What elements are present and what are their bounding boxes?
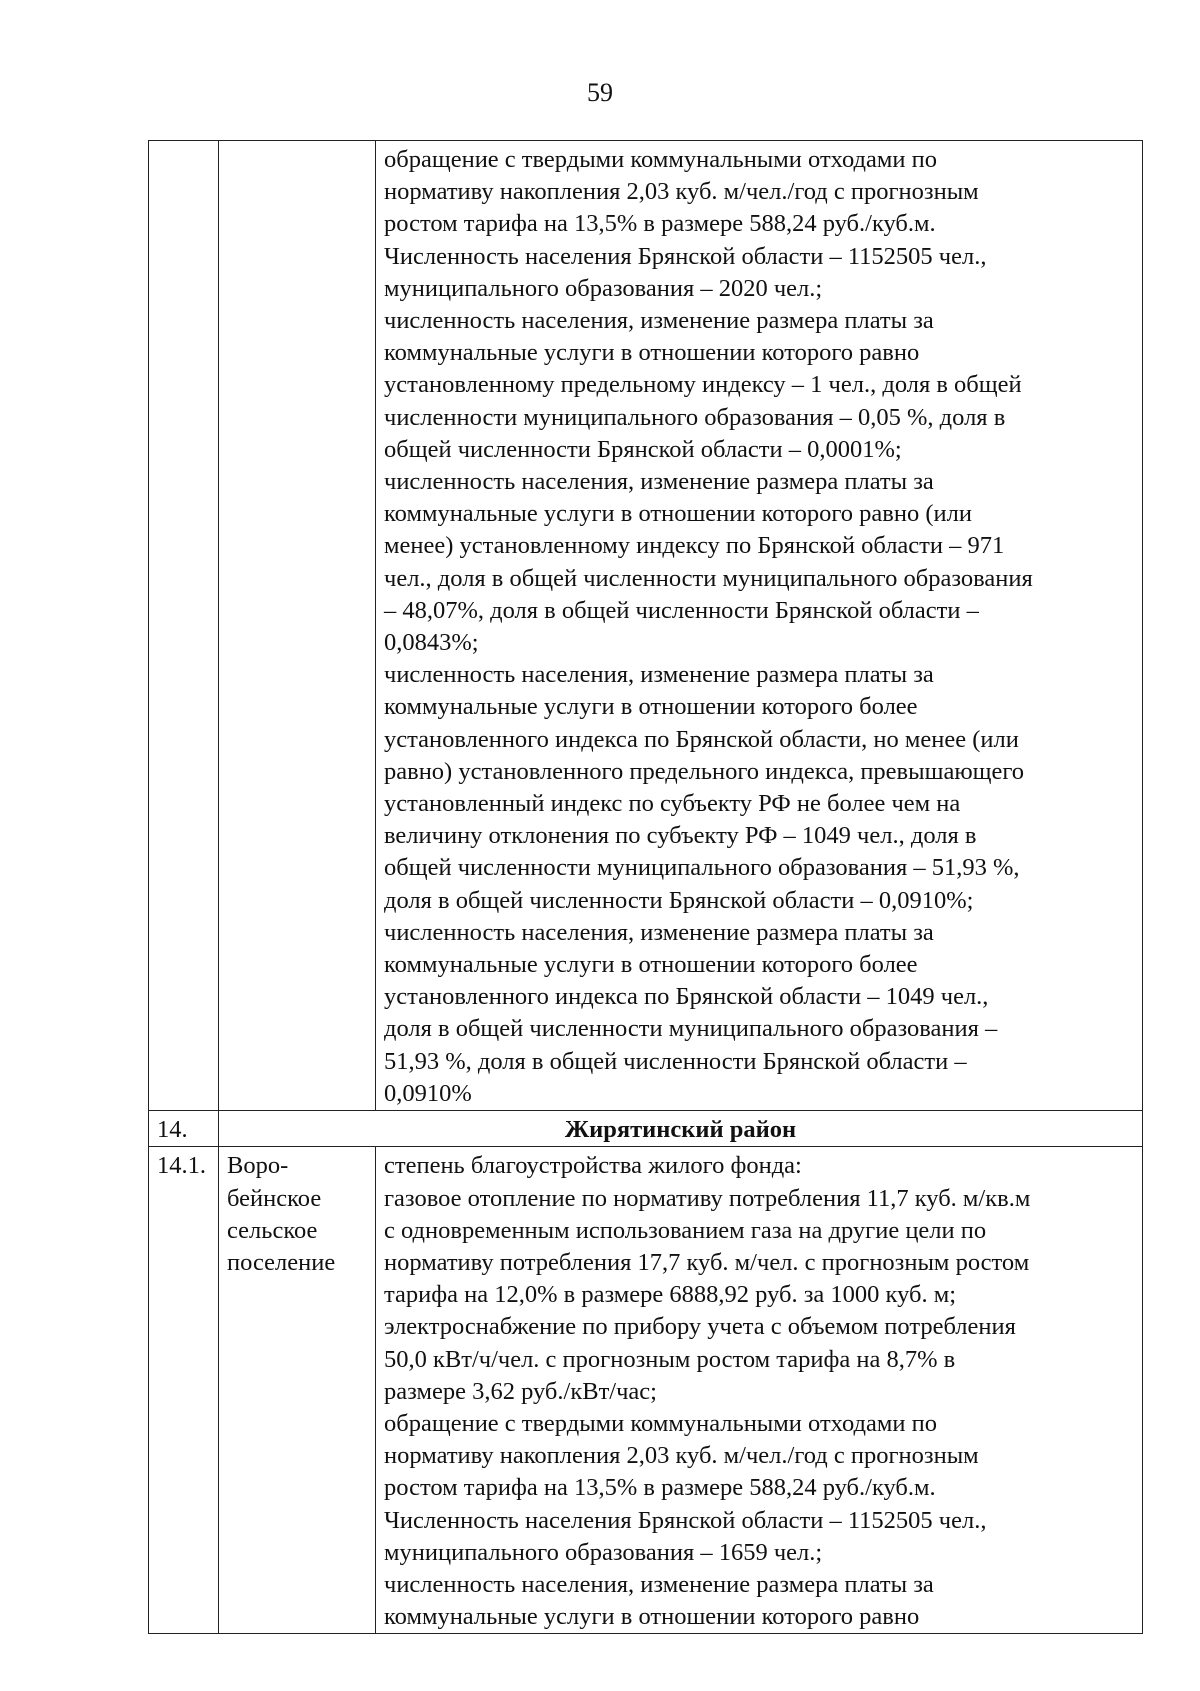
description-cell xyxy=(376,1147,1143,1634)
text-line: коммунальные услуги в отношении которого равно xyxy=(384,1603,920,1631)
text-line: 0,0910% xyxy=(384,1079,472,1107)
description-cell xyxy=(376,141,1143,1111)
settlement-name-line: поселение xyxy=(227,1248,336,1276)
settlement-name xyxy=(219,1147,376,1634)
text-line: численность населения, изменение размера платы за xyxy=(384,918,934,946)
text-line: Численность населения Брянской области – 1152505 чел., xyxy=(384,1506,987,1534)
text-line: доля в общей численности Брянской области – 0,0910%; xyxy=(384,886,974,914)
text-line: – 48,07%, доля в общей численности Брянской области – xyxy=(384,596,979,624)
text-line: 50,0 кВт/ч/чел. с прогнозным ростом тарифа на 8,7% в xyxy=(384,1345,956,1373)
settlement-name-cell xyxy=(219,141,376,1111)
text-line: численности муниципального образования – 0,05 %, доля в xyxy=(384,403,1006,431)
page-number: 59 xyxy=(587,78,613,107)
text-line: ростом тарифа на 13,5% в размере 588,24 руб./куб.м. xyxy=(384,1474,936,1502)
continuation-text xyxy=(384,144,1134,1110)
text-line: менее) установленному индексу по Брянской области – 971 xyxy=(384,532,1005,560)
text-line: общей численности муниципального образования – 51,93 %, xyxy=(384,854,1020,882)
text-line: обращение с твердыми коммунальными отходами по xyxy=(384,146,937,173)
text-line: установленного индекса по Брянской области, но менее (или xyxy=(384,725,1019,753)
text-line: муниципального образования – 1659 чел.; xyxy=(384,1538,823,1566)
text-line: обращение с твердыми коммунальными отходами по xyxy=(384,1409,937,1437)
section-number: 14. xyxy=(149,1111,219,1147)
text-line: коммунальные услуги в отношении которого равно (или xyxy=(384,500,972,528)
text-line: степень благоустройства жилого фонда: xyxy=(384,1152,802,1180)
text-line: 51,93 %, доля в общей численности Брянской области – xyxy=(384,1047,967,1075)
table-row-continuation xyxy=(149,141,1143,1111)
text-line: установленный индекс по субъекту РФ не более чем на xyxy=(384,790,961,818)
row-number: 14.1. xyxy=(149,1147,219,1634)
text-line: установленного индекса по Брянской области – 1049 чел., xyxy=(384,983,989,1011)
section-title: Жирятинский район xyxy=(219,1111,1143,1147)
row-description-text xyxy=(384,1150,1134,1633)
text-line: численность населения, изменение размера платы за xyxy=(384,468,934,496)
text-line: Численность населения Брянской области – 1152505 чел., xyxy=(384,242,987,270)
text-line: чел., доля в общей численности муниципального образования xyxy=(384,564,1033,592)
settlement-name-line: сельское xyxy=(227,1216,318,1244)
text-line: ростом тарифа на 13,5% в размере 588,24 руб./куб.м. xyxy=(384,210,936,238)
text-line: электроснабжение по прибору учета с объемом потребления xyxy=(384,1313,1016,1341)
settlement-name-line: бейнское xyxy=(227,1184,322,1212)
text-line: 0,0843%; xyxy=(384,629,479,657)
text-line: нормативу потребления 17,7 куб. м/чел. с прогнозным ростом xyxy=(384,1248,1030,1276)
text-line: величину отклонения по субъекту РФ – 1049 чел., доля в xyxy=(384,822,977,850)
text-line: размере 3,62 руб./кВт/час; xyxy=(384,1377,657,1405)
section-row xyxy=(149,1111,1143,1147)
text-line: муниципального образования – 2020 чел.; xyxy=(384,274,823,302)
text-line: установленному предельному индексу – 1 чел., доля в общей xyxy=(384,371,1022,399)
text-line: общей численности Брянской области – 0,0001%; xyxy=(384,435,902,463)
text-line: с одновременным использованием газа на другие цели по xyxy=(384,1216,987,1244)
text-line: нормативу накопления 2,03 куб. м/чел./год с прогнозным xyxy=(384,1442,979,1470)
text-line: доля в общей численности муниципального образования – xyxy=(384,1015,998,1043)
text-line: численность населения, изменение размера платы за xyxy=(384,307,934,335)
settlement-name-line: Воро- xyxy=(227,1152,289,1180)
text-line: коммунальные услуги в отношении которого более xyxy=(384,951,918,979)
row-number-cell xyxy=(149,141,219,1111)
text-line: коммунальные услуги в отношении которого равно xyxy=(384,339,920,367)
text-line: равно) установленного предельного индекса, превышающего xyxy=(384,757,1025,785)
tariff-table xyxy=(148,140,1143,1634)
text-line: газовое отопление по нормативу потребления 11,7 куб. м/кв.м xyxy=(384,1184,1031,1212)
table-row-14-1 xyxy=(149,1147,1143,1634)
text-line: численность населения, изменение размера платы за xyxy=(384,661,934,689)
text-line: коммунальные услуги в отношении которого более xyxy=(384,693,918,721)
text-line: нормативу накопления 2,03 куб. м/чел./год с прогнозным xyxy=(384,178,979,206)
text-line: численность населения, изменение размера платы за xyxy=(384,1570,934,1598)
text-line: тарифа на 12,0% в размере 6888,92 руб. за 1000 куб. м; xyxy=(384,1281,957,1309)
